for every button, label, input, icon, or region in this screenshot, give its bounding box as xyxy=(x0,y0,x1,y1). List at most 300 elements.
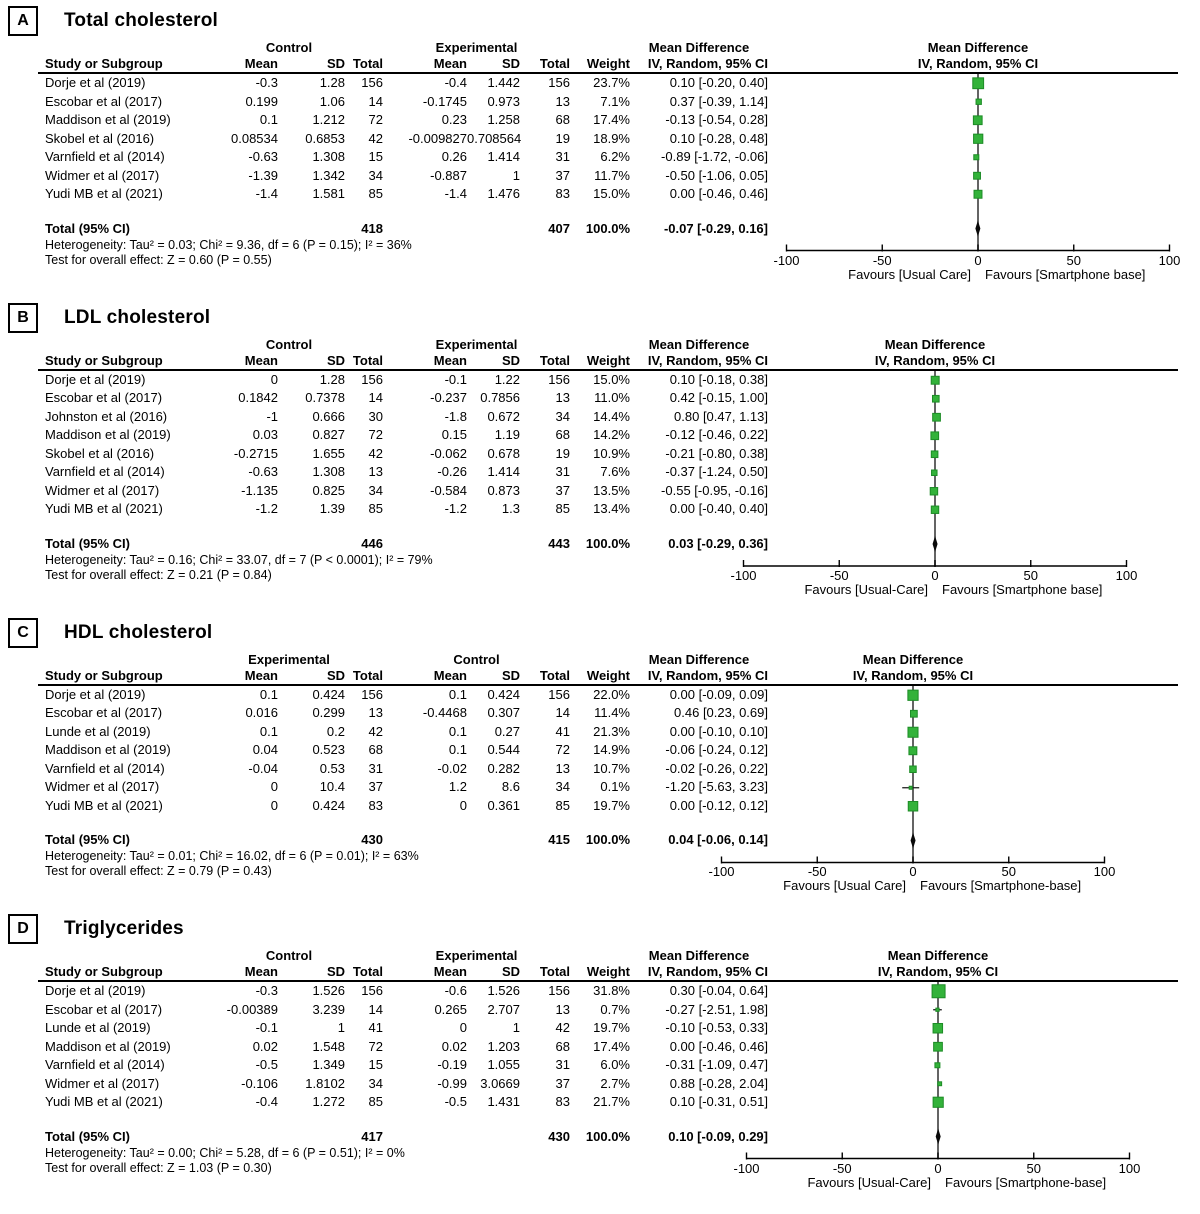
axis-tick-label: 50 xyxy=(1026,1160,1041,1176)
study-name-cell: Maddison et al (2019) xyxy=(45,427,171,442)
panel-title: Triglycerides xyxy=(64,918,184,939)
pooled-diamond xyxy=(975,221,980,237)
col-header-sd: SD xyxy=(326,964,345,979)
total-cell: 72 xyxy=(368,112,383,127)
total-cell: 31 xyxy=(368,760,383,776)
total-cell: 41 xyxy=(368,1020,383,1035)
weight-cell: 13.5% xyxy=(593,482,630,498)
effect-marker xyxy=(931,376,939,384)
pooled-diamond xyxy=(911,832,916,848)
total-cell: 72 xyxy=(368,427,383,442)
study-name-cell: Escobar et al (2017) xyxy=(45,1001,163,1017)
mean-cell: 0.15 xyxy=(441,427,467,442)
heterogeneity-text: Heterogeneity: Tau² = 0.16; Chi² = 33.07, df = 7 (P < 0.0001); I² = 79% xyxy=(45,552,433,567)
total-cell: 34 xyxy=(368,1075,383,1091)
study-name-cell: Yudi MB et al (2021) xyxy=(45,1094,163,1109)
ci-text-cell: 0.42 [-0.15, 1.00] xyxy=(669,390,768,405)
col-header-mean: Mean xyxy=(433,352,467,368)
total-cell: 72 xyxy=(368,1038,383,1054)
mean-cell: 0 xyxy=(459,1020,467,1035)
effect-column-header: Mean Difference xyxy=(648,40,750,55)
ci-text-cell: -0.06 [-0.24, 0.12] xyxy=(665,742,768,757)
ci-text-cell: -0.55 [-0.95, -0.16] xyxy=(661,482,768,498)
mean-cell: -0.02 xyxy=(437,760,467,776)
total-cell: 37 xyxy=(368,779,383,794)
sd-cell: 1.349 xyxy=(312,1057,345,1072)
mean-cell: 0.26 xyxy=(441,149,467,164)
sd-cell: 1.414 xyxy=(487,149,520,164)
total-cell: 42 xyxy=(555,1020,570,1035)
plot-subtitle: IV, Random, 95% CI xyxy=(877,964,999,979)
total-cell: 13 xyxy=(555,760,570,776)
sd-cell: 0.424 xyxy=(312,797,345,813)
favours-right-label: Favours [Smartphone base] xyxy=(985,266,1146,282)
sd-cell: 0.299 xyxy=(312,705,345,720)
panel-body xyxy=(0,652,1200,897)
total-cell: 68 xyxy=(555,1038,570,1054)
total-weight: 100.0% xyxy=(585,832,630,847)
mean-cell: 0.04 xyxy=(252,742,278,757)
col-header-mean: Mean xyxy=(244,352,278,368)
study-name-cell: Varnfield et al (2014) xyxy=(45,1057,165,1072)
total-cell: 42 xyxy=(368,130,383,146)
effect-marker xyxy=(974,155,979,160)
weight-cell: 0.7% xyxy=(600,1001,630,1017)
sd-cell: 0.7378 xyxy=(305,390,345,405)
sd-cell: 1 xyxy=(337,1020,345,1035)
total-g1-total: 446 xyxy=(361,535,383,551)
total-g2-total: 430 xyxy=(548,1128,570,1144)
sd-cell: 0.825 xyxy=(312,482,345,498)
forest-plot-canvas xyxy=(700,337,1200,600)
forest-plot-canvas xyxy=(700,652,1200,897)
mean-cell: -0.63 xyxy=(248,464,278,479)
study-name-cell: Escobar et al (2017) xyxy=(45,390,163,405)
total-cell: 13 xyxy=(555,1001,570,1017)
effect-marker xyxy=(932,985,945,998)
ci-text-cell: 0.80 [0.47, 1.13] xyxy=(674,408,768,424)
favours-left-label: Favours [Usual Care] xyxy=(848,266,971,282)
sd-cell: 1.581 xyxy=(312,186,345,201)
sd-cell: 0.827 xyxy=(312,427,345,442)
weight-cell: 7.6% xyxy=(600,464,630,479)
ci-text-cell: 0.00 [-0.12, 0.12] xyxy=(669,797,768,813)
total-cell: 85 xyxy=(368,186,383,201)
panel-header xyxy=(0,4,1200,38)
sd-cell: 0.424 xyxy=(312,686,345,702)
sd-cell: 0.678 xyxy=(487,445,520,461)
axis-tick-label: 0 xyxy=(974,252,982,268)
group1-header: Experimental xyxy=(248,651,330,667)
mean-cell: 0.1 xyxy=(448,723,467,739)
weight-cell: 11.7% xyxy=(594,167,630,183)
sd-cell: 0.544 xyxy=(487,742,520,757)
weight-cell: 14.9% xyxy=(593,742,630,757)
total-cell: 15 xyxy=(368,1057,383,1072)
total-cell: 72 xyxy=(555,742,570,757)
sd-cell: 1.414 xyxy=(487,464,520,479)
study-name-cell: Varnfield et al (2014) xyxy=(45,464,165,479)
total-cell: 156 xyxy=(548,983,570,998)
mean-cell: -1.4 xyxy=(444,186,467,201)
total-cell: 156 xyxy=(548,686,570,702)
sd-cell: 1.442 xyxy=(487,75,520,90)
total-cell: 37 xyxy=(555,482,570,498)
mean-cell: 0.199 xyxy=(245,93,278,109)
total-cell: 13 xyxy=(368,464,383,479)
total-cell: 14 xyxy=(368,1001,383,1017)
effect-marker xyxy=(930,487,937,494)
study-name-cell: Yudi MB et al (2021) xyxy=(45,186,163,201)
axis-tick-label: 50 xyxy=(1066,252,1081,268)
study-name-cell: Skobel et al (2016) xyxy=(45,445,155,461)
total-cell: 31 xyxy=(555,149,570,164)
sd-cell: 8.6 xyxy=(501,779,520,794)
group2-header: Experimental xyxy=(435,40,518,55)
mean-cell: -0.5 xyxy=(255,1057,278,1072)
sd-cell: 1 xyxy=(512,1020,520,1035)
total-cell: 34 xyxy=(368,482,383,498)
effect-marker xyxy=(931,506,938,513)
ci-text-cell: -0.13 [-0.54, 0.28] xyxy=(665,112,768,127)
study-name-cell: Widmer et al (2017) xyxy=(45,1075,160,1091)
effect-marker xyxy=(908,690,918,700)
mean-cell: 0 xyxy=(270,797,278,813)
ci-text-cell: -0.50 [-1.06, 0.05] xyxy=(665,167,768,183)
mean-cell: 0.23 xyxy=(441,112,467,127)
ci-text-cell: 0.10 [-0.18, 0.38] xyxy=(669,371,768,387)
col-header-ci: IV, Random, 95% CI xyxy=(647,56,768,71)
sd-cell: 1.476 xyxy=(487,186,520,201)
effect-marker xyxy=(934,1042,943,1051)
mean-cell: -0.5 xyxy=(444,1094,467,1109)
ci-text-cell: 0.10 [-0.28, 0.48] xyxy=(669,130,768,146)
forest-plot xyxy=(700,337,1200,600)
col-header-sd: SD xyxy=(326,667,345,683)
mean-cell: -0.04 xyxy=(248,760,278,776)
sd-cell: 2.707 xyxy=(487,1001,520,1017)
total-label: Total (95% CI) xyxy=(45,220,130,236)
mean-cell: -0.106 xyxy=(241,1075,278,1091)
effect-marker xyxy=(910,765,917,772)
effect-marker xyxy=(976,99,981,104)
axis-tick-label: -100 xyxy=(773,252,800,268)
weight-cell: 17.4% xyxy=(593,112,630,127)
weight-cell: 14.2% xyxy=(593,427,630,442)
mean-cell: -0.19 xyxy=(437,1057,467,1072)
weight-cell: 31.8% xyxy=(593,983,630,998)
mean-cell: -1.4 xyxy=(255,186,278,201)
heterogeneity-text: Heterogeneity: Tau² = 0.01; Chi² = 16.02, df = 6 (P = 0.01); I² = 63% xyxy=(45,849,419,863)
mean-cell: -1 xyxy=(266,408,278,424)
study-name-cell: Lunde et al (2019) xyxy=(45,1020,151,1035)
sd-cell: 1.526 xyxy=(487,983,520,998)
total-cell: 34 xyxy=(555,779,570,794)
mean-cell: -0.6 xyxy=(444,983,467,998)
effect-marker xyxy=(974,190,982,198)
col-header-mean: Mean xyxy=(433,964,467,979)
total-cell: 42 xyxy=(368,723,383,739)
axis-tick-label: -50 xyxy=(829,567,849,583)
total-cell: 13 xyxy=(555,93,570,109)
total-g2-total: 443 xyxy=(548,535,570,551)
sd-cell: 0.708564 xyxy=(467,130,522,146)
total-cell: 14 xyxy=(368,390,383,405)
total-label: Total (95% CI) xyxy=(45,1128,130,1144)
sd-cell: 0.873 xyxy=(487,482,520,498)
effect-marker xyxy=(938,1082,942,1086)
study-name-cell: Johnston et al (2016) xyxy=(45,408,168,424)
plot-title: Mean Difference xyxy=(927,40,1029,55)
panel-D xyxy=(0,912,1200,1193)
study-name-cell: Dorje et al (2019) xyxy=(45,75,146,90)
sd-cell: 1.19 xyxy=(494,427,520,442)
ci-text-cell: -0.27 [-2.51, 1.98] xyxy=(665,1001,768,1017)
total-cell: 13 xyxy=(555,390,570,405)
axis-tick-label: 100 xyxy=(1115,567,1138,583)
total-cell: 68 xyxy=(368,742,383,757)
col-header-study: Study or Subgroup xyxy=(45,56,163,71)
sd-cell: 0.307 xyxy=(487,705,520,720)
total-cell: 85 xyxy=(368,1094,383,1109)
heterogeneity-text: Heterogeneity: Tau² = 0.00; Chi² = 5.28, df = 6 (P = 0.51); I² = 0% xyxy=(45,1145,405,1160)
col-header-total: Total xyxy=(352,56,383,71)
favours-right-label: Favours [Smartphone base] xyxy=(942,581,1103,597)
mean-cell: 0 xyxy=(270,779,278,794)
weight-cell: 10.7% xyxy=(593,760,630,776)
weight-cell: 0.1% xyxy=(600,779,630,794)
study-name-cell: Skobel et al (2016) xyxy=(45,130,155,146)
sd-cell: 1.308 xyxy=(312,464,345,479)
total-cell: 15 xyxy=(368,149,383,164)
forest-plot xyxy=(700,948,1200,1193)
weight-cell: 21.3% xyxy=(593,723,630,739)
axis-tick-label: 50 xyxy=(1001,864,1016,879)
sd-cell: 0.361 xyxy=(487,797,520,813)
group2-header: Experimental xyxy=(435,336,518,352)
sd-cell: 0.424 xyxy=(487,686,520,702)
mean-cell: -1.2 xyxy=(255,501,278,516)
total-weight: 100.0% xyxy=(585,1128,630,1144)
mean-cell: -0.3 xyxy=(255,75,278,90)
study-name-cell: Varnfield et al (2014) xyxy=(45,760,165,776)
panel-label: D xyxy=(8,914,38,944)
weight-cell: 15.0% xyxy=(593,186,630,201)
study-name-cell: Yudi MB et al (2021) xyxy=(45,501,163,516)
sd-cell: 0.282 xyxy=(487,760,520,776)
col-header-mean: Mean xyxy=(244,56,278,71)
axis-tick-label: 0 xyxy=(909,864,917,879)
col-header-weight: Weight xyxy=(586,964,630,979)
total-g2-total: 415 xyxy=(548,832,570,847)
mean-cell: 0.08534 xyxy=(231,130,278,146)
mean-cell: 0.1 xyxy=(259,723,278,739)
ci-text-cell: 0.30 [-0.04, 0.64] xyxy=(669,983,768,998)
mean-cell: -0.26 xyxy=(437,464,467,479)
axis-tick-label: -100 xyxy=(708,864,735,879)
col-header-mean: Mean xyxy=(433,667,467,683)
favours-right-label: Favours [Smartphone-base] xyxy=(920,878,1082,893)
col-header-study: Study or Subgroup xyxy=(45,667,163,683)
axis-tick-label: 100 xyxy=(1093,864,1116,879)
total-cell: 34 xyxy=(555,408,570,424)
ci-text-cell: -1.20 [-5.63, 3.23] xyxy=(665,779,768,794)
weight-cell: 2.7% xyxy=(600,1075,630,1091)
sd-cell: 1 xyxy=(512,167,520,183)
total-ci-text: 0.04 [-0.06, 0.14] xyxy=(668,832,768,847)
ci-text-cell: -0.10 [-0.53, 0.33] xyxy=(665,1020,768,1035)
sd-cell: 1.28 xyxy=(319,75,345,90)
mean-cell: -1.2 xyxy=(444,501,467,516)
total-cell: 41 xyxy=(555,723,570,739)
effect-marker xyxy=(908,801,918,811)
effect-marker xyxy=(931,431,939,439)
total-cell: 156 xyxy=(361,983,383,998)
effect-marker xyxy=(933,413,941,421)
sd-cell: 0.53 xyxy=(319,760,345,776)
plot-title: Mean Difference xyxy=(887,948,989,963)
col-header-total: Total xyxy=(539,56,570,71)
study-name-cell: Lunde et al (2019) xyxy=(45,723,151,739)
axis-tick-label: -50 xyxy=(807,864,827,879)
panel-body xyxy=(0,948,1200,1193)
group1-header: Control xyxy=(265,336,313,352)
forest-plot xyxy=(700,652,1200,897)
forest-plot-figure xyxy=(0,4,1200,1193)
plot-subtitle: IV, Random, 95% CI xyxy=(874,352,996,368)
effect-marker xyxy=(932,395,939,402)
effect-marker xyxy=(933,1023,943,1033)
mean-cell: 0.1842 xyxy=(238,390,278,405)
ci-text-cell: 0.00 [-0.10, 0.10] xyxy=(669,723,768,739)
total-cell: 85 xyxy=(555,501,570,516)
mean-cell: -0.4 xyxy=(444,75,467,90)
mean-cell: -0.887 xyxy=(430,167,467,183)
favours-left-label: Favours [Usual-Care] xyxy=(804,581,928,597)
mean-cell: 1.2 xyxy=(448,779,467,794)
total-cell: 83 xyxy=(555,1094,570,1109)
weight-cell: 22.0% xyxy=(593,686,630,702)
sd-cell: 1.055 xyxy=(487,1057,520,1072)
col-header-total: Total xyxy=(539,667,570,683)
total-cell: 37 xyxy=(555,1075,570,1091)
study-name-cell: Dorje et al (2019) xyxy=(45,983,146,998)
ci-text-cell: 0.10 [-0.31, 0.51] xyxy=(669,1094,768,1109)
panel-title: HDL cholesterol xyxy=(64,621,213,643)
sd-cell: 1.258 xyxy=(487,112,520,127)
effect-marker xyxy=(931,450,938,457)
mean-cell: 0 xyxy=(270,371,278,387)
effect-marker xyxy=(973,78,984,89)
col-header-sd: SD xyxy=(501,964,520,979)
col-header-mean: Mean xyxy=(433,56,467,71)
overall-effect-text: Test for overall effect: Z = 1.03 (P = 0.30) xyxy=(45,1160,272,1175)
effect-marker xyxy=(909,746,917,754)
ci-text-cell: -0.89 [-1.72, -0.06] xyxy=(661,149,768,164)
ci-text-cell: 0.46 [0.23, 0.69] xyxy=(674,705,768,720)
ci-text-cell: -0.21 [-0.80, 0.38] xyxy=(665,445,768,461)
panel-C xyxy=(0,616,1200,897)
weight-cell: 11.4% xyxy=(594,705,630,720)
col-header-ci: IV, Random, 95% CI xyxy=(647,964,768,979)
sd-cell: 0.523 xyxy=(312,742,345,757)
study-name-cell: Dorje et al (2019) xyxy=(45,371,146,387)
mean-cell: -1.135 xyxy=(241,482,278,498)
mean-cell: -0.237 xyxy=(430,390,467,405)
col-header-sd: SD xyxy=(326,56,345,71)
total-cell: 156 xyxy=(548,371,570,387)
col-header-sd: SD xyxy=(501,56,520,71)
study-name-cell: Maddison et al (2019) xyxy=(45,112,171,127)
weight-cell: 11.0% xyxy=(594,390,630,405)
total-label: Total (95% CI) xyxy=(45,535,130,551)
sd-cell: 10.4 xyxy=(319,779,345,794)
mean-cell: -0.4468 xyxy=(422,705,467,720)
mean-cell: 0.02 xyxy=(441,1038,467,1054)
col-header-study: Study or Subgroup xyxy=(45,964,163,979)
weight-cell: 23.7% xyxy=(593,75,630,90)
total-cell: 34 xyxy=(368,167,383,183)
study-name-cell: Maddison et al (2019) xyxy=(45,1038,171,1054)
col-header-mean: Mean xyxy=(244,667,278,683)
total-cell: 42 xyxy=(368,445,383,461)
favours-right-label: Favours [Smartphone-base] xyxy=(945,1174,1107,1190)
study-name-cell: Varnfield et al (2014) xyxy=(45,149,165,164)
mean-cell: -1.8 xyxy=(444,408,467,424)
mean-cell: -0.3 xyxy=(255,983,278,998)
total-cell: 156 xyxy=(361,686,383,702)
study-name-cell: Widmer et al (2017) xyxy=(45,167,160,183)
effect-marker xyxy=(932,469,938,475)
col-header-ci: IV, Random, 95% CI xyxy=(647,352,768,368)
weight-cell: 14.4% xyxy=(593,408,630,424)
col-header-total: Total xyxy=(352,667,383,683)
effect-marker xyxy=(910,710,917,717)
favours-left-label: Favours [Usual Care] xyxy=(783,878,906,893)
total-cell: 19 xyxy=(555,445,570,461)
mean-cell: 0.03 xyxy=(252,427,278,442)
mean-cell: -0.00389 xyxy=(226,1001,278,1017)
col-header-sd: SD xyxy=(326,352,345,368)
heterogeneity-text: Heterogeneity: Tau² = 0.03; Chi² = 9.36, df = 6 (P = 0.15); I² = 36% xyxy=(45,237,412,252)
axis-tick-label: -100 xyxy=(730,567,757,583)
total-cell: 14 xyxy=(368,93,383,109)
mean-cell: -0.2715 xyxy=(233,445,278,461)
panel-body xyxy=(0,337,1200,600)
effect-column-header: Mean Difference xyxy=(648,948,750,963)
mean-cell: 0.1 xyxy=(448,686,467,702)
sd-cell: 1.22 xyxy=(494,371,520,387)
mean-cell: 0.02 xyxy=(252,1038,278,1054)
panel-header xyxy=(0,301,1200,335)
effect-column-header: Mean Difference xyxy=(648,336,750,352)
effect-marker xyxy=(936,1008,939,1011)
weight-cell: 17.4% xyxy=(593,1038,630,1054)
total-cell: 37 xyxy=(555,167,570,183)
sd-cell: 0.973 xyxy=(487,93,520,109)
mean-cell: -0.1 xyxy=(444,371,467,387)
pooled-diamond xyxy=(936,1129,941,1145)
total-cell: 83 xyxy=(368,797,383,813)
total-cell: 68 xyxy=(555,112,570,127)
effect-marker xyxy=(909,786,912,789)
sd-cell: 1.212 xyxy=(312,112,345,127)
group1-header: Control xyxy=(265,948,313,963)
panel-label: B xyxy=(8,303,38,333)
total-g1-total: 417 xyxy=(361,1128,383,1144)
mean-cell: -0.63 xyxy=(248,149,278,164)
mean-cell: -0.1745 xyxy=(422,93,467,109)
